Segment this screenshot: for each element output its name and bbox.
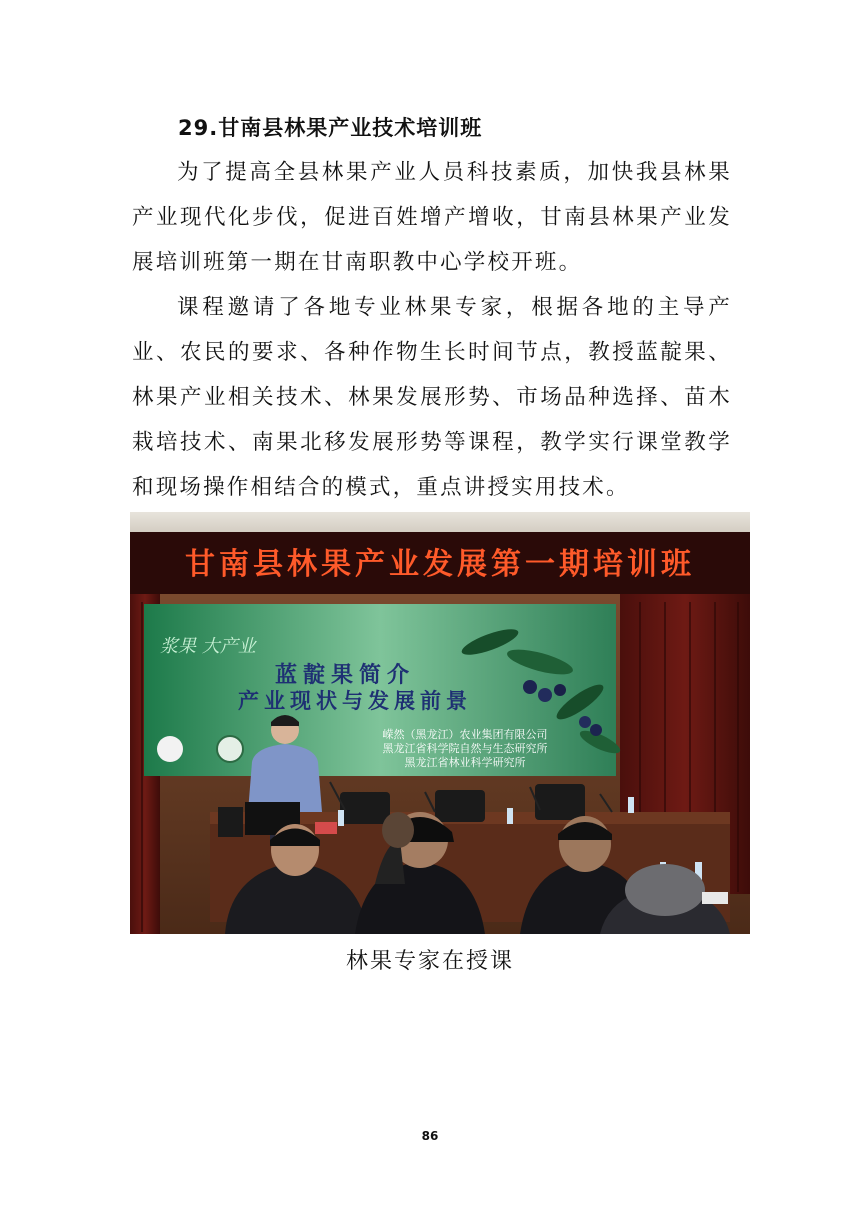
paragraph-courses: 课程邀请了各地专业林果专家，根据各地的主导产业、农民的要求、各种作物生长时间节点，教授蓝靛果、林果产业相关技术、林果发展形势、市场品种选择、苗木栽培技术、南果北移发展形势等课程，教学实行课堂教学和现场操作相结合的模式，重点讲授实用技术。 — [132, 295, 732, 500]
paragraph-intro: 为了提高全县林果产业人员科技素质，加快我县林果产业现代化步伐，促进百姓增产增收，甘南县林果产业发展培训班第一期在甘南职教中心学校开班。 — [132, 160, 732, 275]
section-heading: 29.甘南县林果产业技术培训班 — [178, 116, 483, 140]
page-number: 86 — [421, 1129, 439, 1143]
slide-subtitle: 产业现状与发展前景 — [238, 689, 472, 713]
slide-org-2: 黑龙江省科学院自然与生态研究所 — [382, 742, 548, 755]
institute-logo-icon — [217, 736, 243, 762]
photo-caption: 林果专家在授课 — [345, 949, 514, 974]
slide-top-text: 浆果 大产业 — [160, 636, 256, 657]
banner-text: 甘南县林果产业发展第一期培训班 — [185, 547, 695, 582]
slide-org-1: 嵘然（黑龙江）农业集团有限公司 — [382, 728, 548, 741]
org-logo-icon — [157, 736, 183, 762]
speaker-box — [218, 807, 243, 837]
slide-title: 蓝靛果简介 — [274, 663, 416, 688]
training-class-photo — [130, 512, 750, 934]
slide-org-3: 黑龙江省林业科学研究所 — [404, 756, 526, 769]
name-card — [315, 822, 337, 834]
